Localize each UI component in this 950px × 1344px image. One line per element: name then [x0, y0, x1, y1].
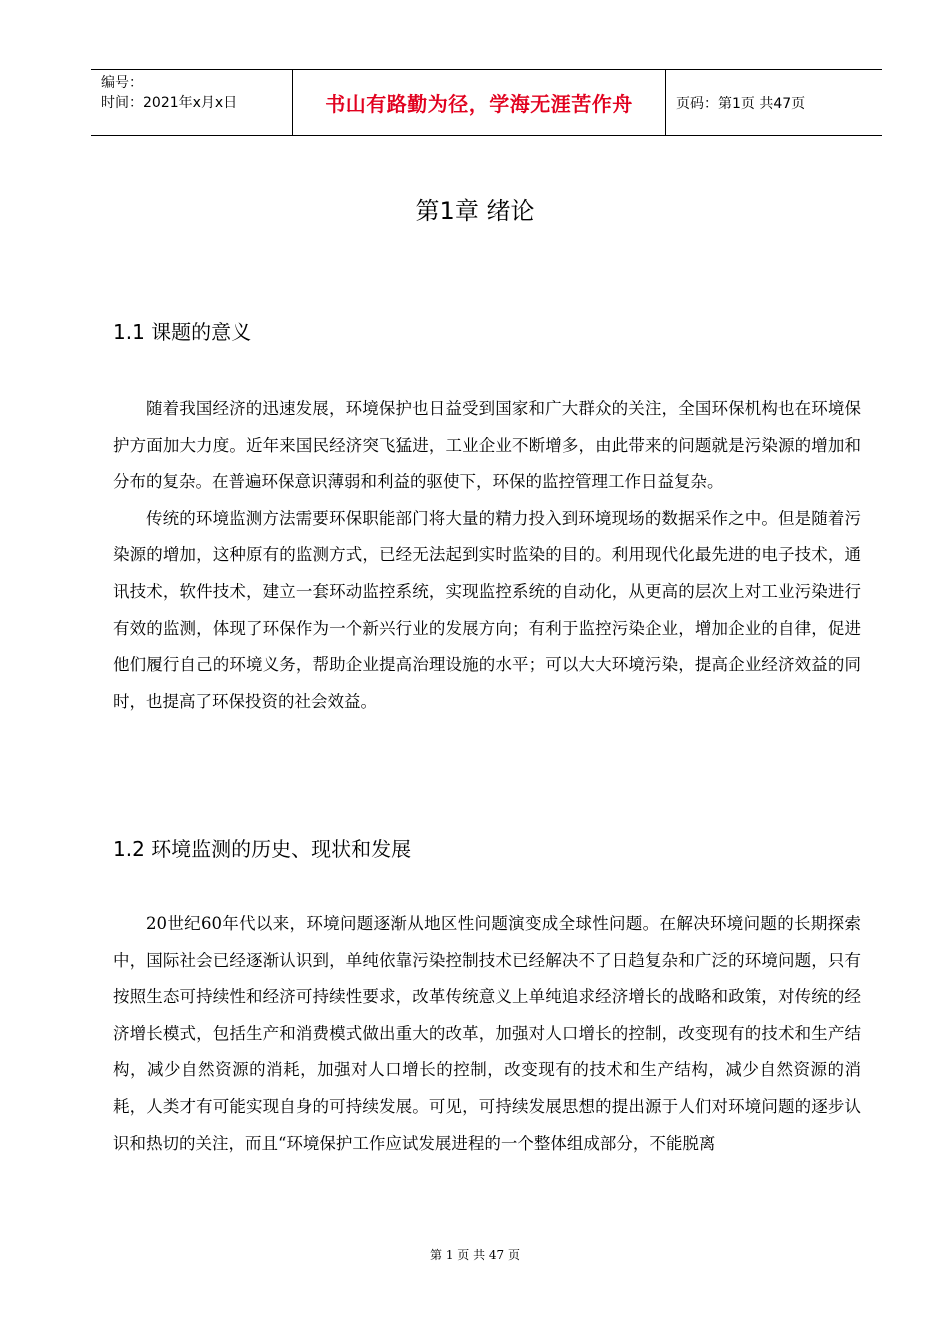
page-header [91, 69, 882, 136]
document-time: 时间：2021年x月x日 [101, 95, 238, 111]
section-heading-1-1: 1.1 课题的意义 [113, 320, 252, 344]
paragraph: 随着我国经济的迅速发展，环境保护也日益受到国家和广大群众的关注，全国环保机构也在环境保护方面加大力度。近年来国民经济突飞猛进，工业企业不断增多，由此带来的问题就是污染源的增加和分布的复杂。在普遍环保意识薄弱和利益的驱使下，环保的监控管理工作日益复杂。 [113, 399, 861, 492]
header-motto: 书山有路勤为径，学海无涯苦作舟 [293, 70, 666, 135]
paragraph: 20世纪60年代以来，环境问题逐渐从地区性问题演变成全球性问题。在解决环境问题的长期探索中，国际社会已经逐渐认识到，单纯依靠污染控制技术已经解决不了日趋复杂和广泛的环境问题，只有按照生态可持续性和经济可持续性要求，改革传统意义上单纯追求经济增长的战略和政策，对传统的经济增长模式，包括生产和消费模式做出重大的改革，加强对人口增长的控制，改变现有的技术和生产结构，减少自然资源的消耗，加强对人口增长的控制，改变现有的技术和生产结构，减少自然资源的消耗，人类才有可能实现自身的可持续发展。可见，可持续发展思想的提出源于人们对环境问题的逐步认识和热切的关注，而且“环境保护工作应试发展进程的一个整体组成部分，不能脱离 [113, 914, 861, 1153]
chapter-title: 第1章 绪论 [415, 197, 535, 225]
section-heading-1-2: 1.2 环境监测的历史、现状和发展 [113, 837, 412, 861]
page-footer: 第 1 页 共 47 页 [430, 1248, 520, 1262]
header-page-info: 页码：第1页 共47页 [676, 95, 806, 112]
section-1-1-body [113, 391, 861, 720]
paragraph: 传统的环境监测方法需要环保职能部门将大量的精力投入到环境现场的数据采作之中。但是随着污染源的增加，这种原有的监测方式，已经无法起到实时监染的目的。利用现代化最先进的电子技术，通讯技术，软件技术，建立一套环动监控系统，实现监控系统的自动化，从更高的层次上对工业污染进行有效的监测，体现了环保作为一个新兴行业的发展方向；有利于监控污染企业，增加企业的自律，促进他们履行自己的环境义务，帮助企业提高治理设施的水平；可以大大环境污染，提高企业经济效益的同时，也提高了环保投资的社会效益。 [113, 508, 861, 711]
header-meta [91, 70, 293, 135]
section-1-2-body [113, 906, 861, 1162]
document-number-label: 编号： [101, 75, 143, 91]
